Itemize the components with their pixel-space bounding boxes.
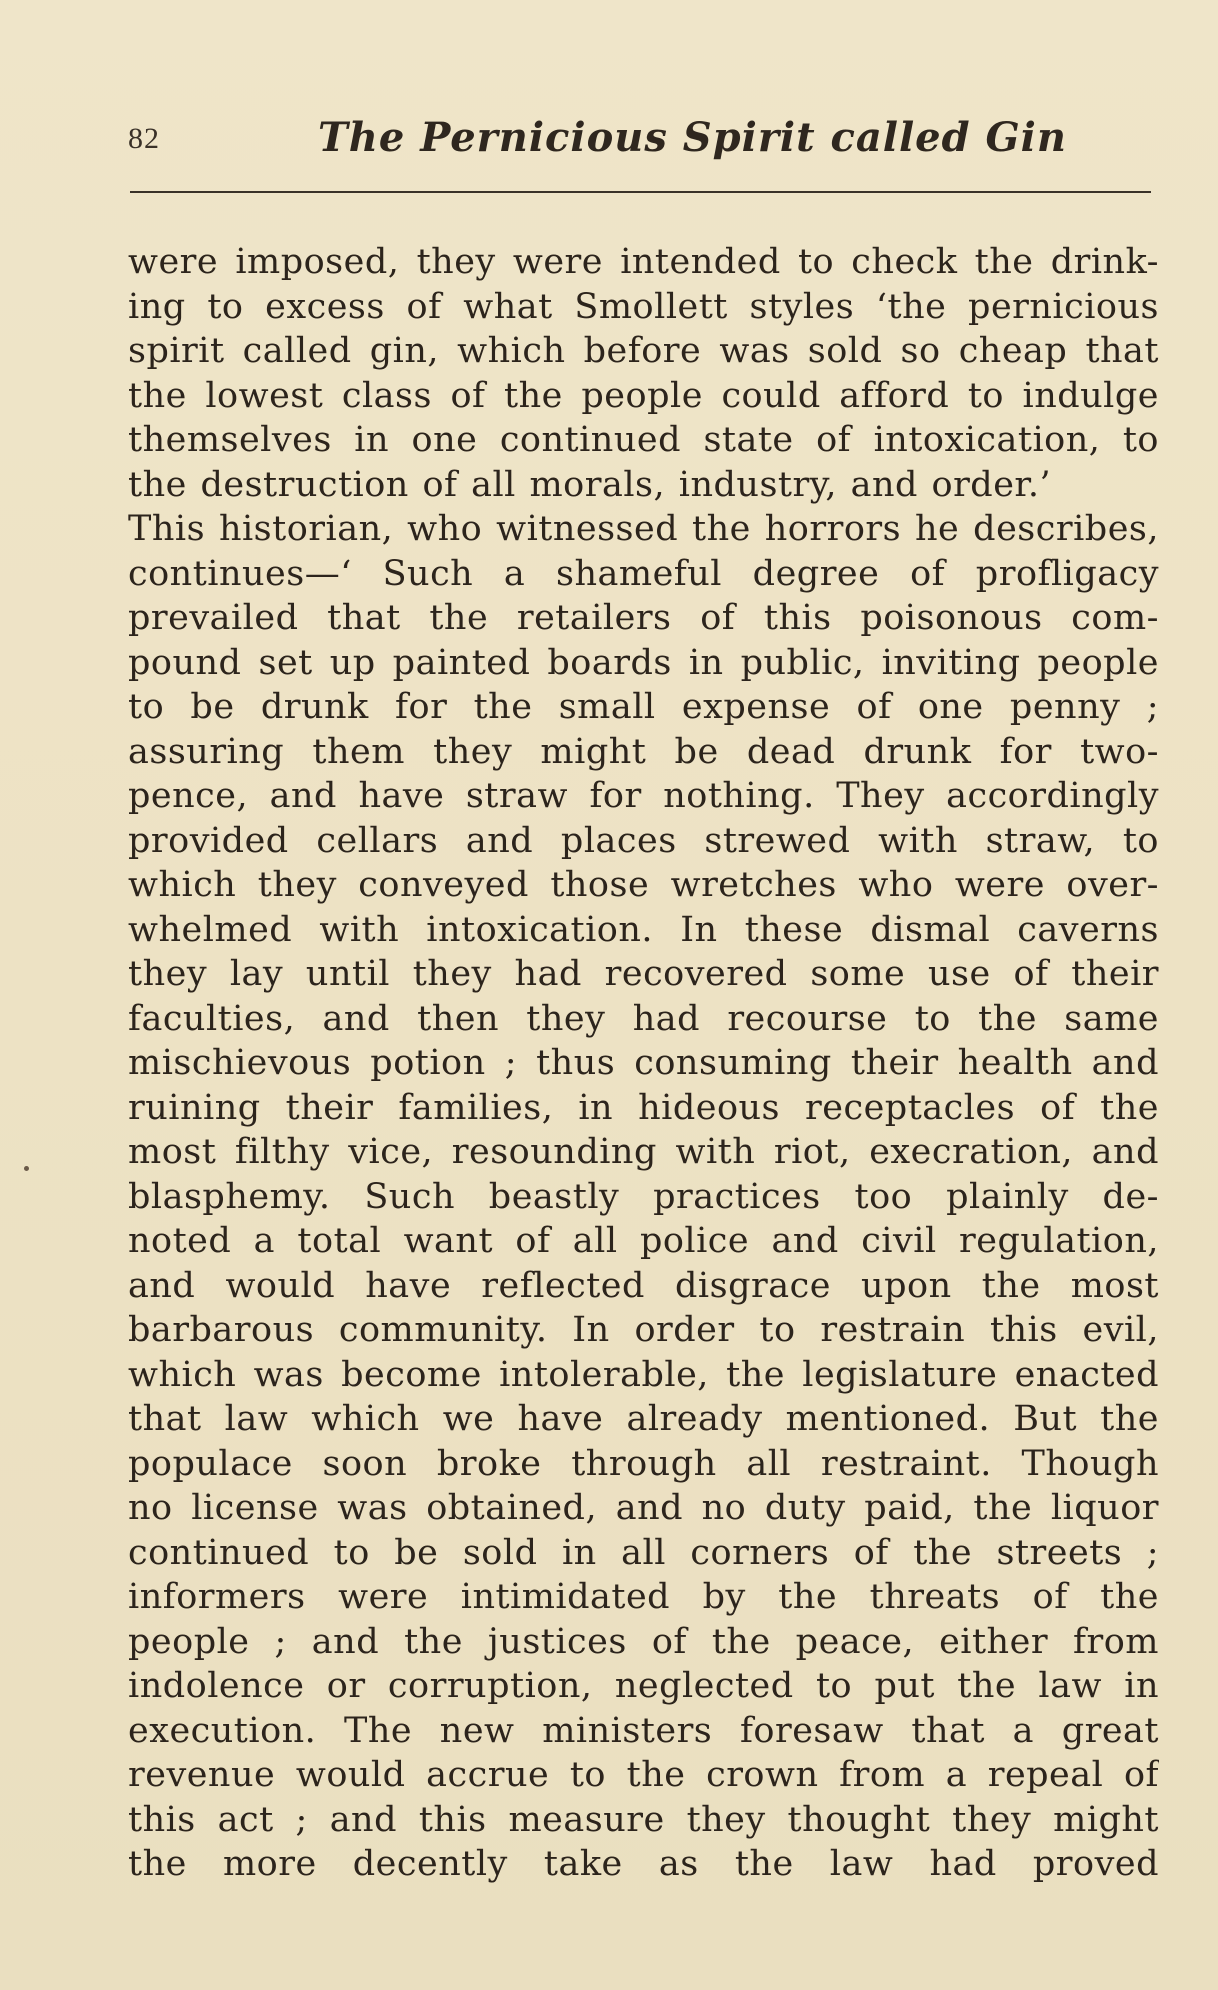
text-line: blasphemy. Such beastly practices too plainly de- (128, 1176, 1159, 1217)
text-line: whelmed with intoxication. In these dismal caverns (128, 909, 1159, 950)
text-line: faculties, and then they had recourse to the same (128, 998, 1159, 1039)
text-line: the lowest class of the people could afford to indulge (128, 375, 1159, 416)
page-number: 82 (128, 122, 160, 155)
text-line: prevailed that the retailers of this poisonous com- (128, 598, 1159, 638)
body-text (128, 240, 1159, 1887)
text-line: pence, and have straw for nothing. They accordingly (128, 776, 1159, 816)
text-line: most filthy vice, resounding with riot, execration, and (128, 1132, 1159, 1172)
text-line: no license was obtained, and no duty paid, the liquor (128, 1488, 1159, 1528)
text-line: ing to excess of what Smollett styles ‘the pernicious (128, 286, 1159, 327)
text-line: This historian, who witnessed the horrors he describes, (128, 509, 1159, 549)
text-line: provided cellars and places strewed with straw, to (128, 820, 1159, 861)
page-header (128, 112, 1150, 162)
text-line: continues—‘ Such a shameful degree of profligacy (128, 553, 1159, 594)
text-line: which was become intolerable, the legislature enacted (128, 1354, 1159, 1395)
text-line: continued to be sold in all corners of the streets ; (128, 1532, 1159, 1573)
text-line: this act ; and this measure they thought they might (128, 1799, 1159, 1840)
text-line: assuring them they might be dead drunk for two- (128, 731, 1159, 772)
text-line: and would have reflected disgrace upon the most (128, 1265, 1159, 1306)
text-line: people ; and the justices of the peace, either from (128, 1621, 1159, 1662)
running-title: The Pernicious Spirit called Gin (318, 114, 1067, 161)
text-line: mischievous potion ; thus consuming their health and (128, 1043, 1159, 1083)
text-line: revenue would accrue to the crown from a repeal of (128, 1755, 1159, 1795)
text-line: themselves in one continued state of intoxication, to (128, 420, 1159, 460)
text-line: which they conveyed those wretches who were over- (128, 865, 1159, 905)
text-line: populace soon broke through all restraint. Though (128, 1443, 1159, 1484)
paper-speck (24, 1166, 29, 1171)
text-line: to be drunk for the small expense of one penny ; (128, 687, 1159, 727)
text-line: noted a total want of all police and civil regulation, (128, 1221, 1159, 1261)
text-line: they lay until they had recovered some use of their (128, 954, 1159, 994)
text-line: the destruction of all morals, industry, and order.’ (128, 464, 1052, 505)
text-line: barbarous community. In order to restrain this evil, (128, 1310, 1159, 1350)
text-line: the more decently take as the law had proved (128, 1844, 1159, 1884)
text-line: pound set up painted boards in public, inviting people (128, 642, 1159, 683)
text-line: spirit called gin, which before was sold so cheap that (128, 331, 1159, 371)
text-line: were imposed, they were intended to check the drink- (128, 242, 1159, 282)
header-rule (130, 191, 1151, 193)
text-line: indolence or corruption, neglected to put the law in (128, 1666, 1159, 1706)
text-line: that law which we have already mentioned. But the (128, 1399, 1159, 1439)
text-line: informers were intimidated by the threats of the (128, 1577, 1159, 1617)
text-line: ruining their families, in hideous receptacles of the (128, 1087, 1159, 1128)
text-line: execution. The new ministers foresaw that a great (128, 1710, 1159, 1751)
